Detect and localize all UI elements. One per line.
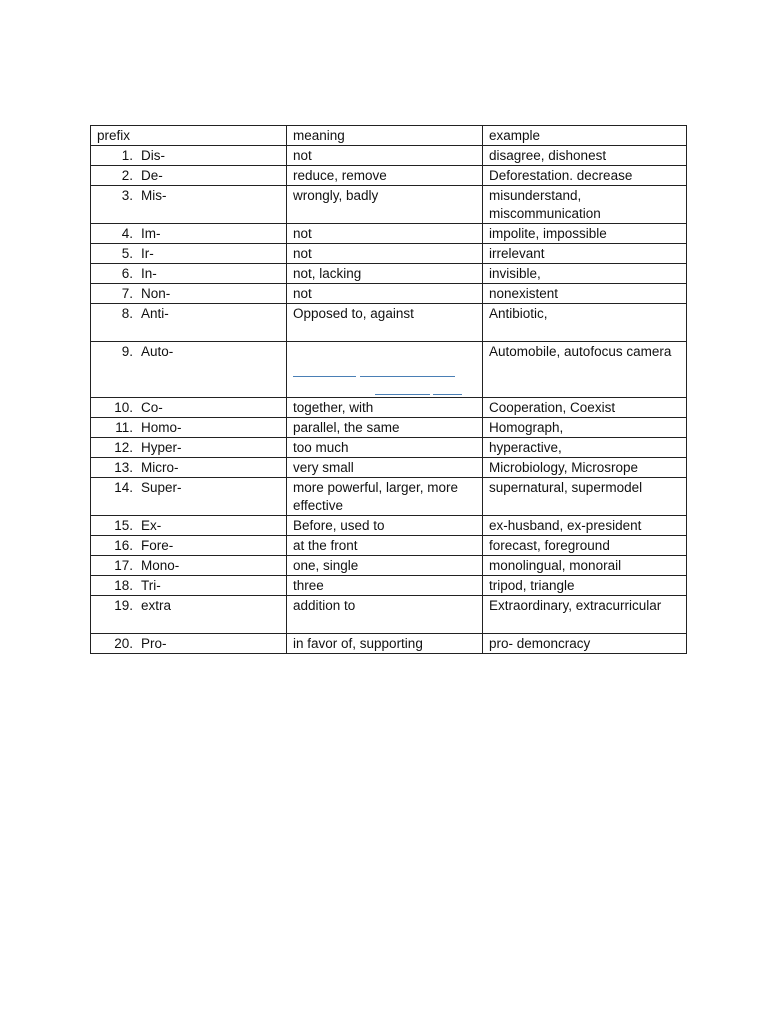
prefix-cell [91,536,287,556]
example-cell: ex-husband, ex-president [483,516,687,536]
meaning-cell: addition to [287,596,483,634]
row-number: 16. [114,538,133,553]
row-number: 19. [114,598,133,613]
prefix-text: Fore- [141,538,174,553]
header-prefix: prefix [91,126,287,146]
prefix-text: Co- [141,400,163,415]
example-cell: supernatural, supermodel [483,478,687,516]
example-cell: Extraordinary, extracurricular [483,596,687,634]
row-number: 13. [114,460,133,475]
example-cell: pro- demoncracy [483,634,687,654]
prefix-cell [91,596,287,634]
meaning-cell: together, with [287,398,483,418]
meaning-cell: Before, used to [287,516,483,536]
row-number: 6. [121,266,133,281]
meaning-cell: reduce, remove [287,166,483,186]
prefix-cell [91,284,287,304]
row-number: 10. [114,400,133,415]
table-row [91,398,687,418]
row-number: 9. [121,344,133,359]
prefix-text: Mono- [141,558,180,573]
prefix-text: Dis- [141,148,165,163]
prefix-cell [91,438,287,458]
table-row [91,186,687,224]
prefix-text: Anti- [141,306,169,321]
example-cell: Homograph, [483,418,687,438]
prefix-cell [91,304,287,342]
table-row [91,224,687,244]
row-number: 12. [114,440,133,455]
table-row [91,458,687,478]
example-cell: disagree, dishonest [483,146,687,166]
meaning-cell: wrongly, badly [287,186,483,224]
meaning-cell: one, single [287,556,483,576]
prefix-cell [91,244,287,264]
table-row [91,556,687,576]
meaning-cell: very small [287,458,483,478]
table-row [91,304,687,342]
example-cell: nonexistent [483,284,687,304]
table-row [91,438,687,458]
table-row [91,264,687,284]
prefix-text: Non- [141,286,171,301]
row-number: 2. [121,168,133,183]
prefix-cell [91,264,287,284]
meaning-cell [287,342,483,398]
example-cell: Microbiology, Microsrope [483,458,687,478]
row-number: 3. [121,188,133,203]
prefix-text: Im- [141,226,161,241]
table-row [91,478,687,516]
prefix-text: Hyper- [141,440,182,455]
meaning-cell: not [287,284,483,304]
table-row [91,146,687,166]
example-cell: hyperactive, [483,438,687,458]
meaning-cell: parallel, the same [287,418,483,438]
meaning-cell: not [287,224,483,244]
prefix-cell [91,146,287,166]
prefix-text: De- [141,168,163,183]
prefix-cell [91,634,287,654]
prefix-text: Homo- [141,420,182,435]
example-cell: Deforestation. decrease [483,166,687,186]
prefix-cell [91,166,287,186]
prefix-cell [91,478,287,516]
example-cell: impolite, impossible [483,224,687,244]
meaning-cell: too much [287,438,483,458]
hyperlink-underline[interactable] [360,376,455,377]
prefix-text: Ir- [141,246,154,261]
blank-link-underlines [293,343,476,397]
prefix-cell [91,418,287,438]
example-cell: Automobile, autofocus camera [483,342,687,398]
prefix-cell [91,398,287,418]
prefix-text: Micro- [141,460,179,475]
prefix-cell [91,556,287,576]
header-meaning: meaning [287,126,483,146]
prefix-cell [91,342,287,398]
prefix-text: Auto- [141,344,174,359]
table-row [91,342,687,398]
prefix-cell [91,576,287,596]
example-cell: irrelevant [483,244,687,264]
row-number: 1. [121,148,133,163]
hyperlink-underline[interactable] [433,394,462,395]
row-number: 11. [115,420,133,435]
meaning-cell: in favor of, supporting [287,634,483,654]
prefix-text: Ex- [141,518,162,533]
prefix-table [90,125,687,654]
meaning-cell: not [287,146,483,166]
example-cell: misunderstand, miscommunication [483,186,687,224]
table-row [91,576,687,596]
example-cell: forecast, foreground [483,536,687,556]
prefix-cell [91,458,287,478]
prefix-text: Pro- [141,636,167,651]
example-cell: Antibiotic, [483,304,687,342]
prefix-text: In- [141,266,157,281]
header-example: example [483,126,687,146]
example-cell: tripod, triangle [483,576,687,596]
table-row [91,166,687,186]
row-number: 17. [114,558,133,573]
prefix-text: Tri- [141,578,161,593]
prefix-text: extra [141,598,172,613]
example-cell: monolingual, monorail [483,556,687,576]
table-row [91,536,687,556]
meaning-cell: three [287,576,483,596]
prefix-text: Super- [141,480,182,495]
prefix-cell [91,186,287,224]
row-number: 20. [114,636,133,651]
table-row [91,596,687,634]
meaning-cell: more powerful, larger, more effective [287,478,483,516]
prefix-text: Mis- [141,188,167,203]
table-row [91,634,687,654]
meaning-cell: Opposed to, against [287,304,483,342]
table-row [91,516,687,536]
example-cell: invisible, [483,264,687,284]
prefix-cell [91,224,287,244]
row-number: 7. [121,286,133,301]
example-cell: Cooperation, Coexist [483,398,687,418]
row-number: 8. [121,306,133,321]
hyperlink-underline[interactable] [375,394,430,395]
row-number: 4. [121,226,133,241]
table-row [91,284,687,304]
meaning-cell: not, lacking [287,264,483,284]
row-number: 18. [114,578,133,593]
hyperlink-underline[interactable] [293,376,356,377]
row-number: 15. [114,518,133,533]
table-header-row [91,126,687,146]
table-row [91,418,687,438]
prefix-cell [91,516,287,536]
row-number: 14. [114,480,133,495]
table-row [91,244,687,264]
meaning-cell: not [287,244,483,264]
row-number: 5. [121,246,133,261]
meaning-cell: at the front [287,536,483,556]
